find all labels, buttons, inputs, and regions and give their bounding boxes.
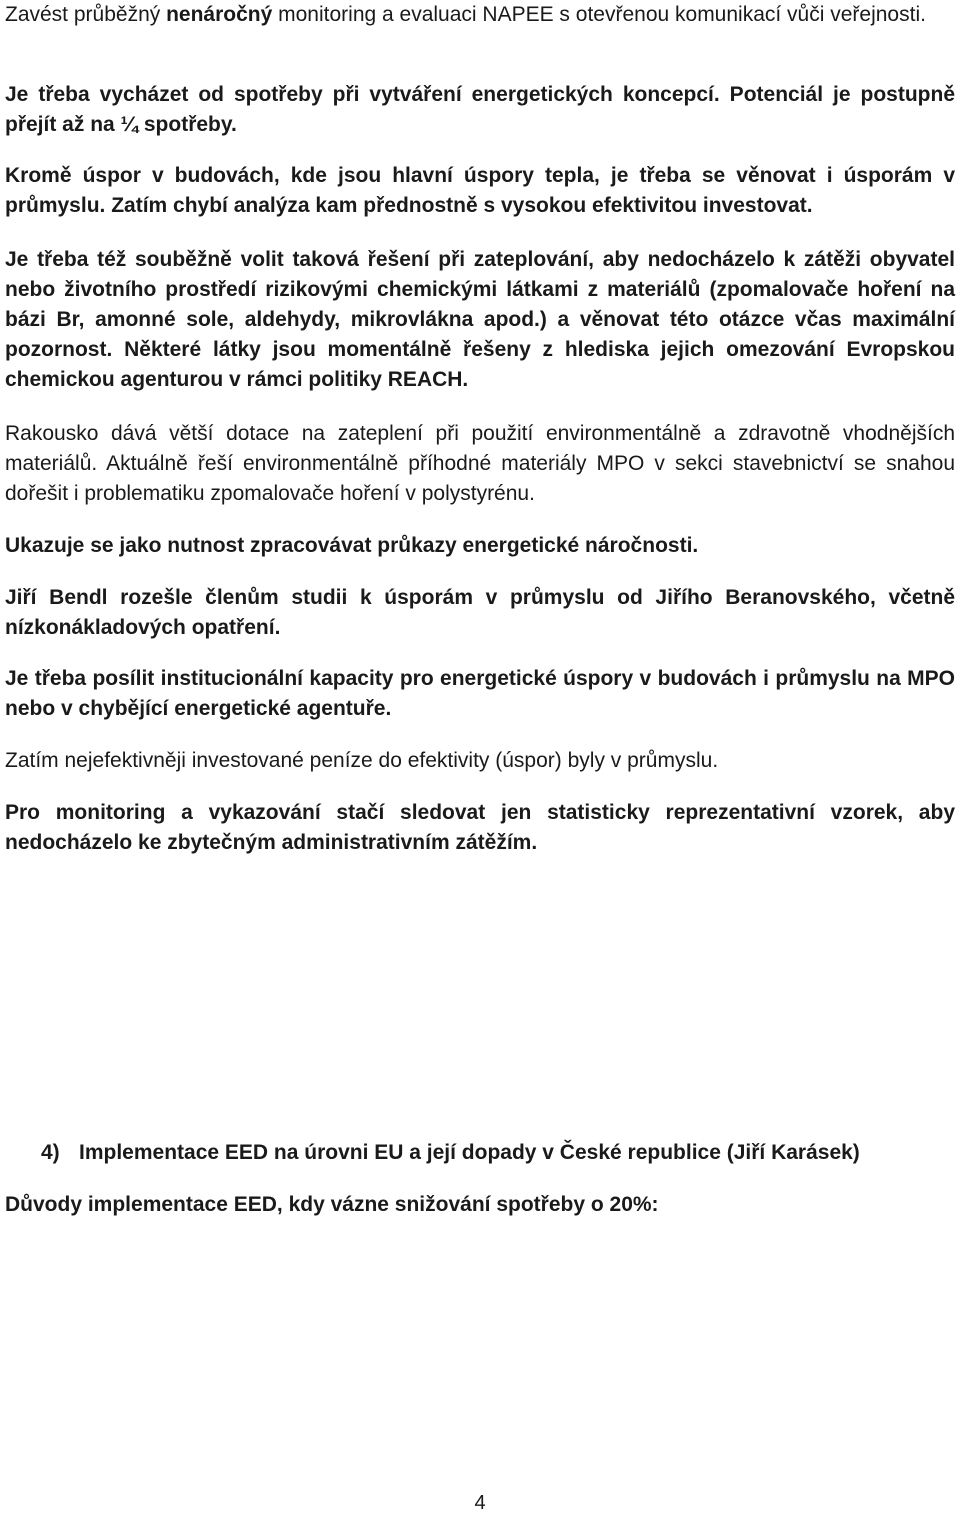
text-run: monitoring a evaluaci NAPEE s otevřenou komunikací vůči veřejnosti. bbox=[272, 3, 926, 26]
text-run: Kromě úspor v budovách, kde jsou hlavní úspory tepla, je třeba se věnovat i úsporám v průmyslu. Zatím chybí analýza kam přednostně s vysokou efektivitou investovat. bbox=[5, 164, 955, 217]
section-title: Implementace EED na úrovni EU a její dopady v České republice (Jiří Karásek) bbox=[79, 1141, 860, 1164]
paragraph-certificates bbox=[5, 531, 955, 561]
text-run: Zatím nejefektivněji investované peníze do efektivity (úspor) byly v průmyslu. bbox=[5, 749, 719, 772]
text-run: Pro monitoring a vykazování stačí sledovat jen statisticky reprezentativní vzorek, aby nedocházelo ke zbytečným administrativním zátěžím. bbox=[5, 801, 955, 854]
paragraph-capacity bbox=[5, 664, 955, 724]
paragraph-industry-savings bbox=[5, 161, 955, 221]
text-run: Je třeba posílit institucionální kapacity pro energetické úspory v budovách i průmyslu na MPO nebo v chybějící energetické agentuře. bbox=[5, 667, 955, 720]
page-number: 4 bbox=[474, 1492, 486, 1514]
paragraph-investments bbox=[5, 746, 955, 776]
section-number: 4) bbox=[41, 1141, 60, 1164]
section-heading bbox=[41, 1138, 860, 1168]
text-run: Zavést průběžný bbox=[5, 3, 167, 26]
section-subheading: Důvody implementace EED, kdy vázne snižování spotřeby o 20%: bbox=[5, 1193, 659, 1216]
paragraph-consumption bbox=[5, 80, 955, 140]
paragraph-bendl bbox=[5, 583, 955, 643]
paragraph-austria bbox=[5, 419, 955, 509]
paragraph-monitoring bbox=[5, 0, 955, 30]
paragraph-reporting bbox=[5, 798, 955, 858]
text-run: Je třeba vycházet od spotřeby při vytváření energetických koncepcí. Potenciál je postupně přejít až na ¼ spotřeby. bbox=[5, 83, 955, 136]
text-run: Je třeba též souběžně volit taková řešení při zateplování, aby nedocházelo k zátěži obyvatel nebo životního prostředí rizikovými chemickými látkami z materiálů (zpomalovače hoření na bázi Br, amonné sole, aldehydy, mikrovlákna apod.) a věnovat této otázce včas maximální pozornost. Některé látky jsou momentálně řešeny z hlediska jejich omezování Evropskou chemickou agenturou v rámci politiky REACH. bbox=[5, 248, 955, 391]
text-run: Jiří Bendl rozešle členům studii k úsporám v průmyslu od Jiřího Beranovského, včetně nízkonákladových opatření. bbox=[5, 586, 955, 639]
paragraph-insulation bbox=[5, 245, 955, 395]
text-run: nenáročný bbox=[166, 3, 273, 26]
text-run: Rakousko dává větší dotace na zateplení při použití environmentálně a zdravotně vhodnějších materiálů. Aktuálně řeší environmentálně příhodné materiály MPO v sekci stavebnictví se snahou dořešit i problematiku zpomalovače hoření v polystyrénu. bbox=[5, 422, 955, 505]
text-run: Ukazuje se jako nutnost zpracovávat průkazy energetické náročnosti. bbox=[5, 534, 699, 557]
